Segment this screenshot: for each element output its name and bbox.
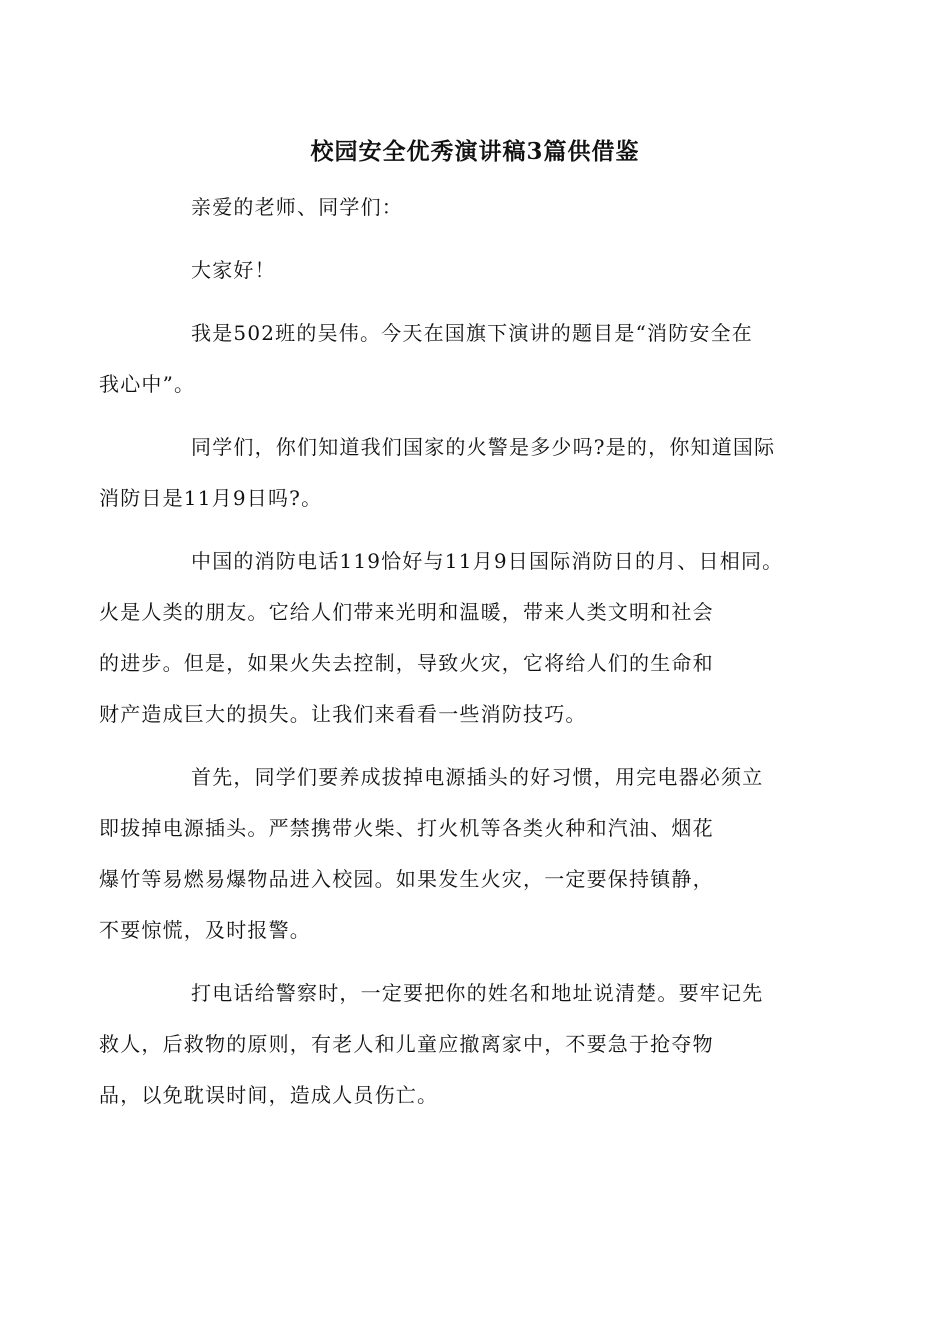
- paragraph-line: 中国的消防电话119恰好与11月9日国际消防日的月、日相同。: [191, 549, 784, 573]
- paragraph-line: 品，以免耽误时间，造成人员伤亡。: [99, 1083, 439, 1107]
- paragraph-line: 救人，后救物的原则，有老人和儿童应撤离家中，不要急于抢夺物: [99, 1032, 714, 1056]
- paragraph-line: 我心中”。: [99, 372, 196, 396]
- document-body: [99, 182, 825, 1133]
- paragraph-greeting: [145, 182, 825, 233]
- paragraph-line: 不要惊慌，及时报警。: [99, 918, 311, 942]
- paragraph-line: 消防日是11月9日吗?。: [99, 486, 323, 510]
- document-title: 校园安全优秀演讲稿3篇供借鉴: [310, 138, 640, 165]
- paragraph-line: 财产造成巨大的损失。让我们来看看一些消防技巧。: [99, 702, 587, 726]
- paragraph-intro: [99, 308, 825, 410]
- paragraph-line: 大家好！: [191, 258, 276, 282]
- paragraph-line: 火是人类的朋友。它给人们带来光明和温暖，带来人类文明和社会: [99, 600, 714, 624]
- paragraph-line: 亲爱的老师、同学们：: [191, 195, 403, 219]
- paragraph-hello: [145, 245, 825, 296]
- paragraph-line: 的进步。但是，如果火失去控制，导致火灾，它将给人们的生命和: [99, 651, 714, 675]
- paragraph-line: 即拔掉电源插头。严禁携带火柴、打火机等各类火种和汽油、烟花: [99, 816, 714, 840]
- paragraph-fire: [99, 536, 825, 740]
- paragraph-line: 打电话给警察时，一定要把你的姓名和地址说清楚。要牢记先: [191, 981, 764, 1005]
- paragraph-first: [99, 752, 825, 956]
- paragraph-line: 爆竹等易燃易爆物品进入校园。如果发生火灾，一定要保持镇静，: [99, 867, 714, 891]
- paragraph-line: 同学们，你们知道我们国家的火警是多少吗?是的，你知道国际: [191, 435, 776, 459]
- paragraph-question: [99, 422, 825, 524]
- paragraph-line: 首先，同学们要养成拔掉电源插头的好习惯，用完电器必须立: [191, 765, 764, 789]
- paragraph-call: [99, 968, 825, 1121]
- paragraph-line: 我是502班的吴伟。今天在国旗下演讲的题目是“消防安全在: [191, 321, 753, 345]
